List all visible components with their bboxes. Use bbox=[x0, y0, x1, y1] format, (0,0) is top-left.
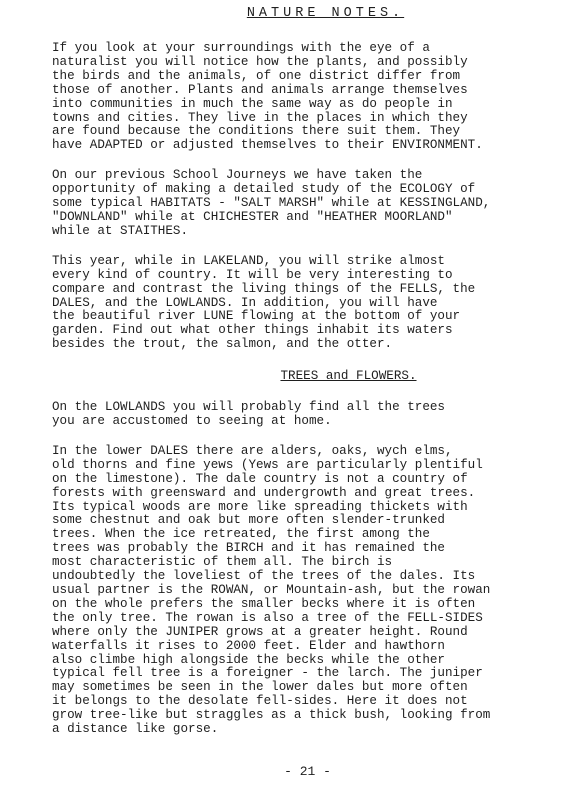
intro-paragraph-3: This year, while in LAKELAND, you will strike almost every kind of country. It will be very interesting to compare and contrast the living things of the FELLS, the DALES, and the LOWLANDS. In addition, you will have the beautiful river LUNE flowing at the bottom of your garden. Find out what other things inhabit its waters besides the trout, the salmon, and the otter. bbox=[52, 253, 476, 352]
page-title: NATURE NOTES. bbox=[246, 6, 405, 21]
trees-paragraph-1: On the LOWLANDS you will probably find all the trees you are accustomed to seeing at home. bbox=[52, 400, 445, 429]
page-number: - 21 - bbox=[284, 764, 331, 779]
section-heading-trees-flowers: TREES and FLOWERS. bbox=[280, 369, 417, 384]
intro-paragraph-1: If you look at your surroundings with the eye of a naturalist you will notice how the plants, and possibly the birds and the animals, of one district differ from those of another. Plants and animals arrange themselves into communities in much the same way as do people in towns and cities. They live in the places in which they are found because the conditions there suit them. They have ADAPTED or adjusted themselves to their ENVIRONMENT. bbox=[52, 41, 483, 153]
intro-paragraph-2: On our previous School Journeys we have taken the opportunity of making a detailed study of the ECOLOGY of some typical HABITATS - "SALT MARSH" while at KESSINGLAND, "DOWNLAND" while at CHICHESTER and "HEATHER MOORLAND" while at STAITHES. bbox=[52, 168, 491, 238]
trees-paragraph-2: In the lower DALES there are alders, oaks, wych elms, old thorns and fine yews (Yews are particularly plentiful on the limestone). The dale country is not a country of forests with greensward and undergrowth and great trees. Its typical woods are more like spreading thickets with some chestnut and oak but more often slender-trunked trees. When the ice retreated, the first among the trees was probably the BIRCH and it has remained the most characteristic of them all. The birch is undoubtedly the loveliest of the trees of the dales. Its usual partner is the ROWAN, or Mountain-ash, but the rowan on the whole prefers the smaller becks where it is often the only tree. The rowan is also a tree of the FELL-SIDES where only the JUNIPER grows at a greater height. Round waterfalls it rises to 2000 feet. Elder and hawthorn also climbe high alongside the becks while the other typical fell tree is a foreigner - the larch. The juniper may sometimes be seen in the lower dales but more often it belongs to the desolate fell-sides. Here it does not grow tree-like but straggles as a thick bush, looking from a distance like gorse. bbox=[52, 443, 491, 737]
